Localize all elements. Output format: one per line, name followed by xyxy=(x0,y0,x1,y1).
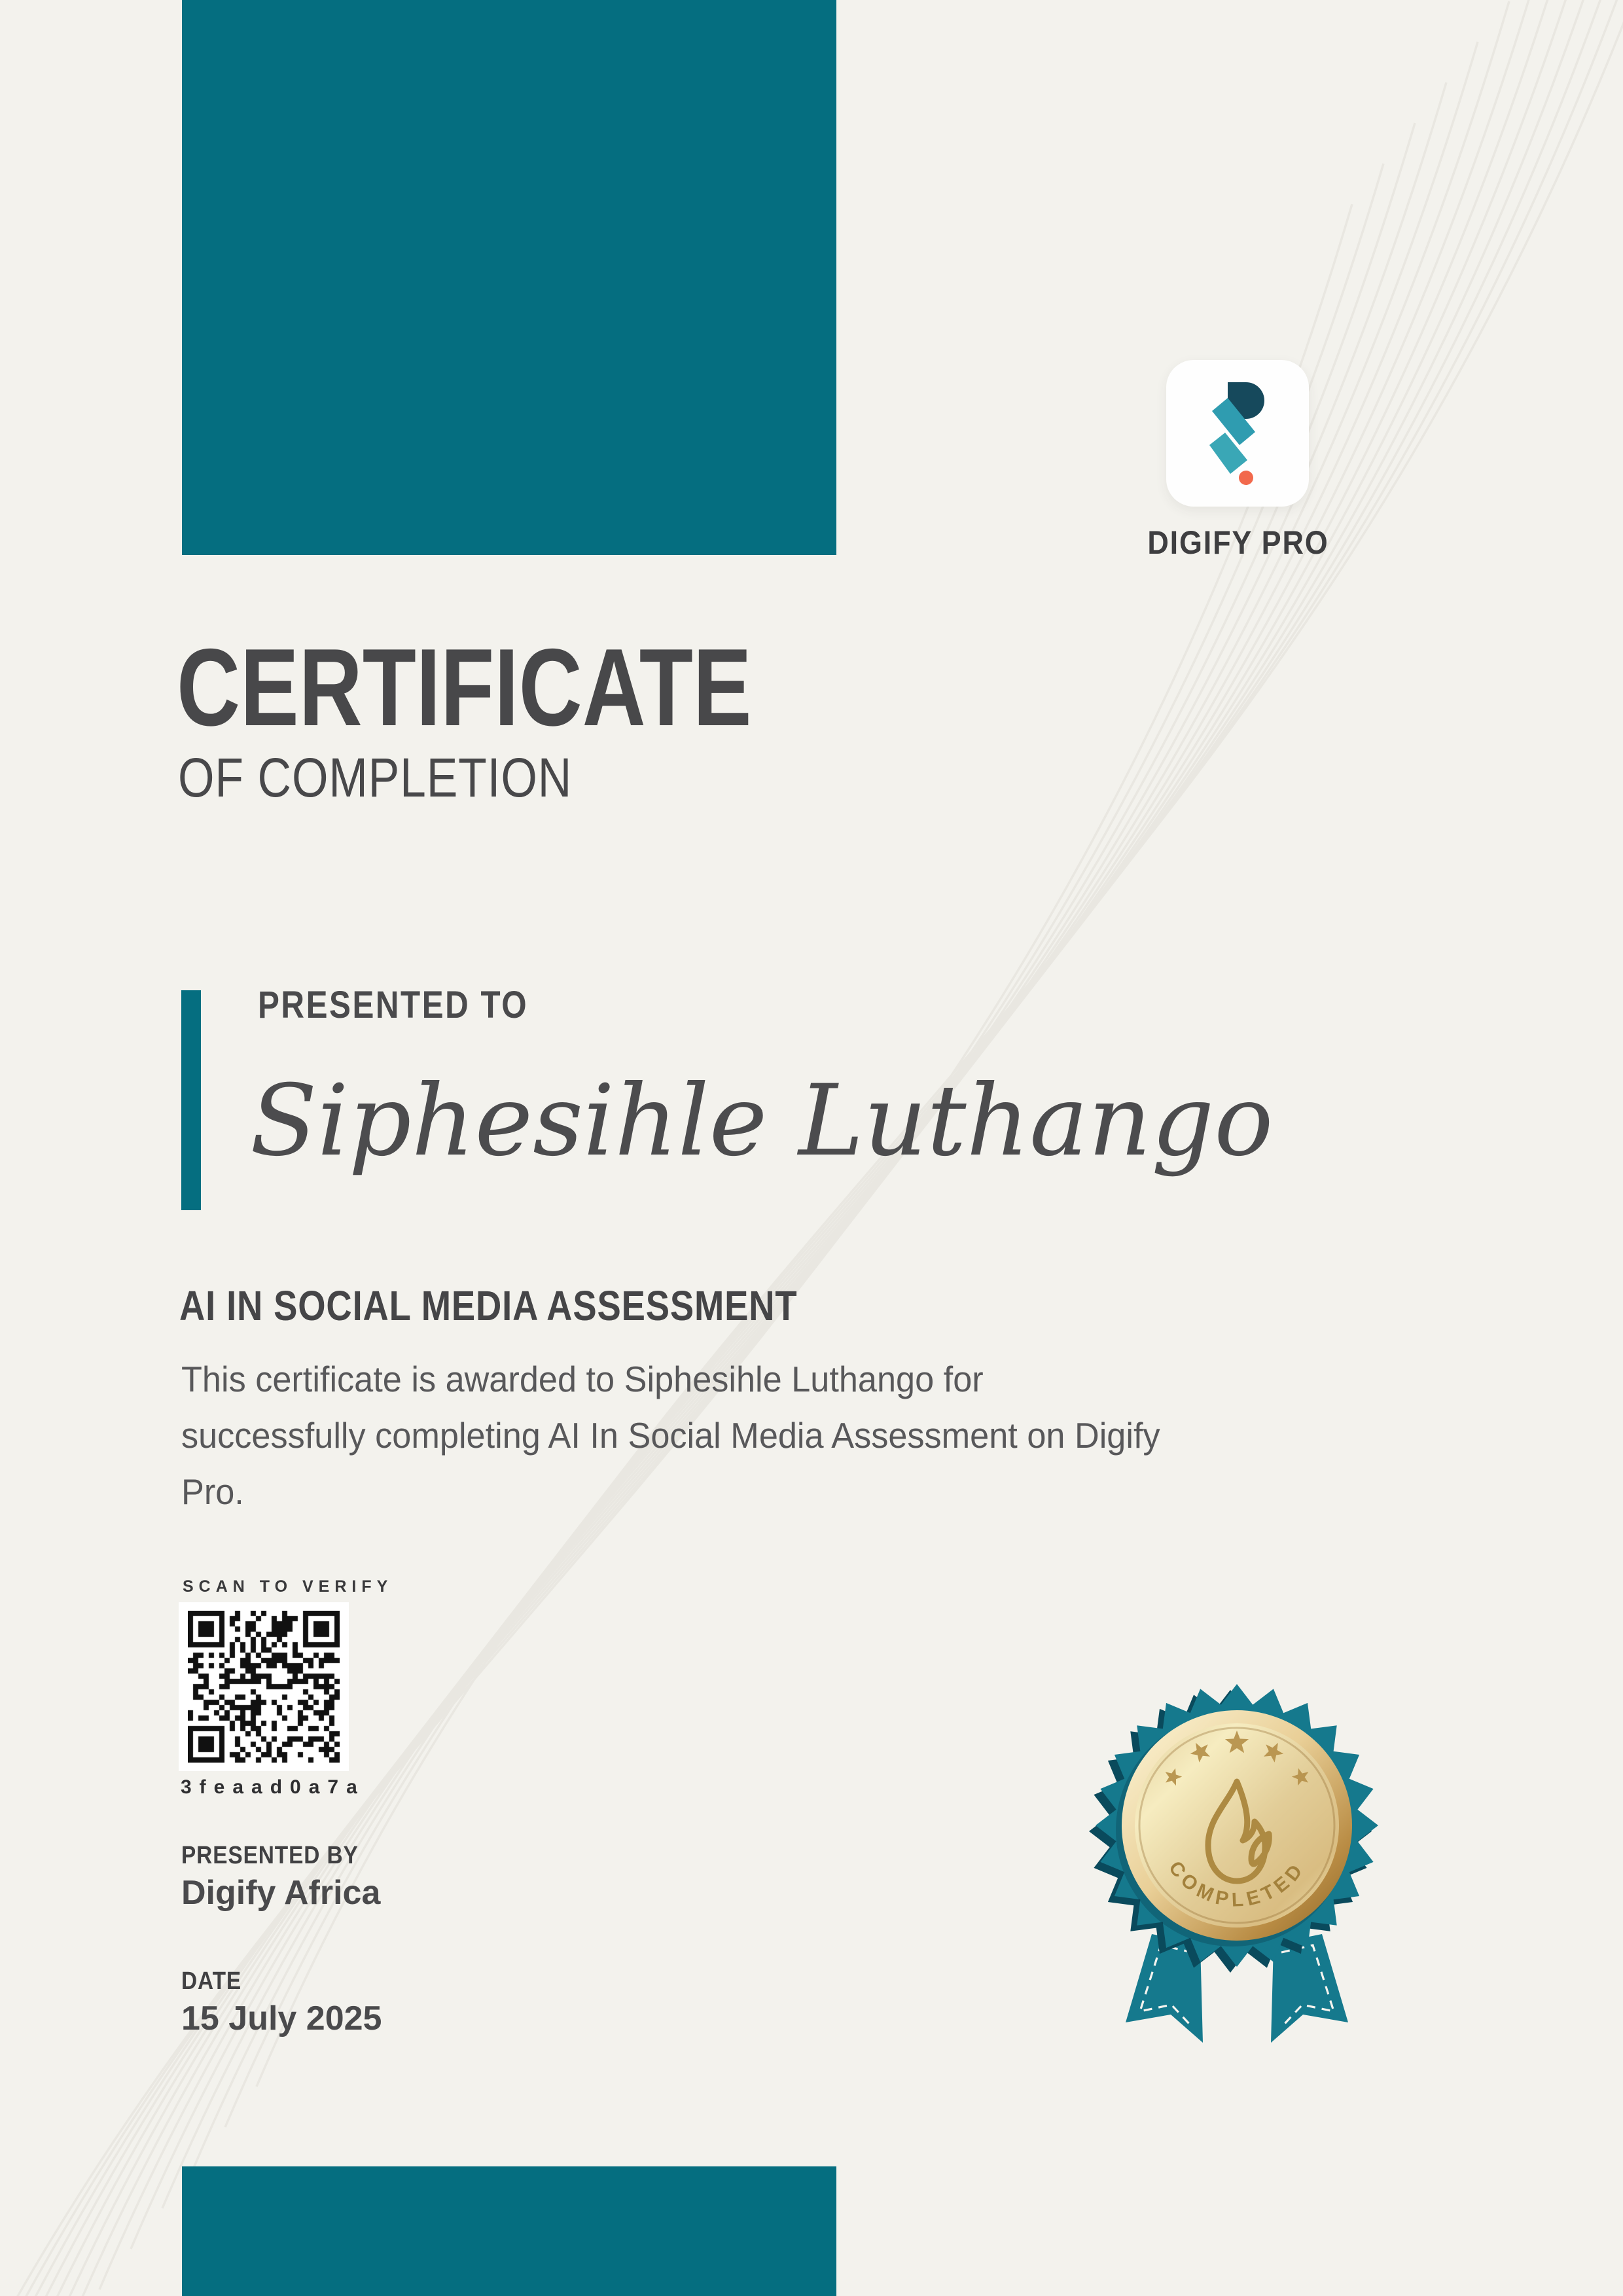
description-line: This certificate is awarded to Siphesihle Luthango for xyxy=(181,1359,984,1399)
logo-orange-dot xyxy=(1239,471,1253,485)
certificate-subtitle: OF COMPLETION xyxy=(178,747,573,808)
presented-by-label: PRESENTED BY xyxy=(181,1842,359,1869)
certificate-title: CERTIFICATE xyxy=(177,626,752,749)
brand-label: DIGIFY PRO xyxy=(1147,524,1329,561)
date-label: DATE xyxy=(181,1967,242,1995)
presented-by-value: Digify Africa xyxy=(181,1874,381,1912)
verification-code: 3feaad0a7a xyxy=(181,1776,365,1798)
award-description xyxy=(181,1351,1160,1520)
digify-logo-icon xyxy=(1208,381,1267,486)
scan-to-verify-label: SCAN TO VERIFY xyxy=(183,1577,393,1596)
bottom-teal-bar xyxy=(182,2166,836,2296)
qr-code xyxy=(179,1602,349,1771)
description-line: successfully completing AI In Social Media Assessment on Digify xyxy=(181,1415,1160,1456)
completed-badge xyxy=(1088,1568,1386,2078)
badge-ribbon-text: COMPLETED xyxy=(1164,1857,1310,1911)
recipient-name: Siphesihle Luthango xyxy=(250,1064,1274,1178)
course-title: AI IN SOCIAL MEDIA ASSESSMENT xyxy=(179,1282,798,1329)
ribbon-tail-right xyxy=(1271,1934,1348,2043)
description-line: Pro. xyxy=(181,1471,244,1512)
date-value: 15 July 2025 xyxy=(181,2000,382,2037)
qr-code-canvas xyxy=(188,1611,340,1763)
presented-to-label: PRESENTED TO xyxy=(258,984,529,1026)
top-teal-block xyxy=(182,0,836,555)
presented-to-accent-bar xyxy=(181,990,201,1210)
brand-logo-card xyxy=(1166,360,1309,507)
